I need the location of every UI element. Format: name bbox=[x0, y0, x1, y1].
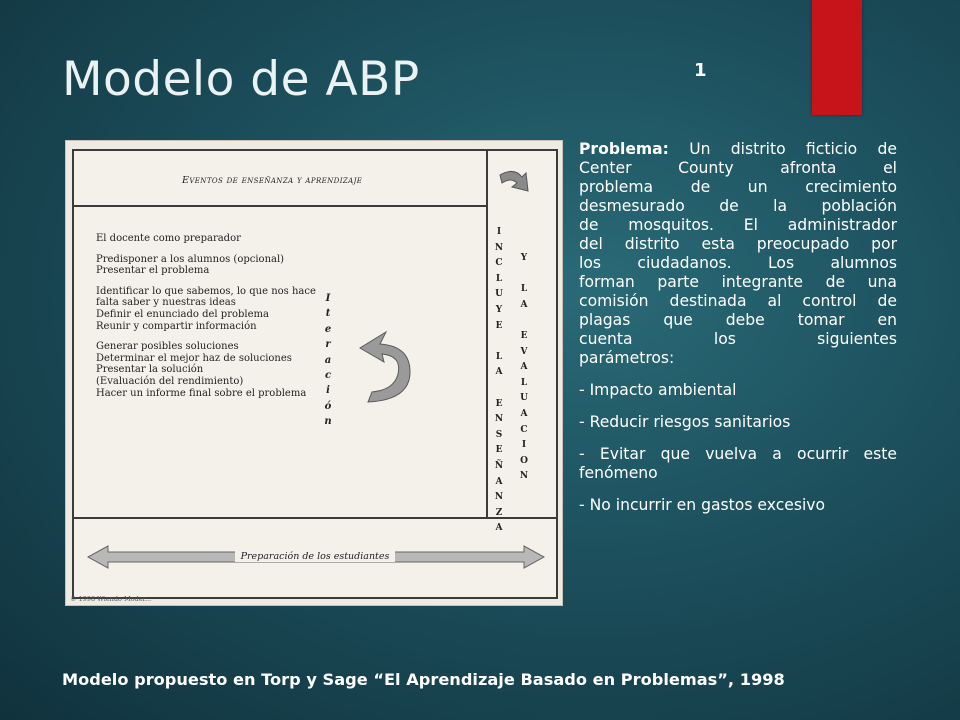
figure-step-line: Definir el enunciado del problema bbox=[96, 308, 269, 320]
figure-step-line: Presentar la solución bbox=[96, 364, 204, 376]
slide-number: 1 bbox=[694, 60, 707, 81]
problem-line-text: problema de un crecimiento bbox=[579, 178, 897, 196]
problem-line bbox=[579, 311, 897, 330]
figure-header-text: Eventos de enseñanza y aprendizaje bbox=[182, 175, 363, 186]
source-caption: Modelo propuesto en Torp y Sage “El Aprendizaje Basado en Problemas”, 1998 bbox=[62, 670, 785, 689]
vertical-letter: C bbox=[520, 424, 528, 435]
vertical-letter: L bbox=[495, 351, 503, 362]
vertical-letter: O bbox=[520, 455, 528, 466]
vertical-letter bbox=[517, 313, 531, 329]
parameter-item: - Impacto ambiental bbox=[579, 381, 737, 399]
problem-line bbox=[579, 292, 897, 311]
problem-line: parámetros: bbox=[579, 349, 675, 367]
vertical-letter: N bbox=[494, 492, 504, 503]
figure-step-line: Identificar lo que sabemos, lo que nos hace bbox=[96, 285, 316, 297]
problem-line-text: Un distrito ficticio de bbox=[668, 140, 897, 158]
vertical-letter: t bbox=[325, 308, 331, 320]
vertical-letter bbox=[492, 334, 506, 350]
figure-step-gap bbox=[96, 332, 316, 341]
slide-title: Modelo de ABP bbox=[62, 52, 420, 107]
vertical-letter: U bbox=[520, 393, 528, 404]
problem-line bbox=[579, 273, 897, 292]
vertical-letter: n bbox=[324, 416, 332, 428]
problem-paragraph bbox=[579, 140, 897, 368]
vertical-letter: U bbox=[495, 289, 503, 300]
vertical-letter: Z bbox=[495, 507, 503, 518]
vertical-letter: i bbox=[326, 385, 330, 397]
figure-step-gap bbox=[96, 245, 316, 254]
iteration-vertical-label bbox=[322, 291, 334, 430]
vertical-letter: V bbox=[520, 346, 528, 357]
figure-step-line: falta saber y nuestras ideas bbox=[96, 297, 236, 309]
vertical-letter: I bbox=[521, 440, 527, 451]
vertical-letter: S bbox=[495, 429, 503, 440]
figure-step-line: Presentar el problema bbox=[96, 265, 210, 277]
vertical-letter: ó bbox=[324, 400, 332, 412]
vertical-letter: Y bbox=[495, 304, 503, 315]
vertical-letter: r bbox=[325, 339, 331, 351]
figure-step-line: El docente como preparador bbox=[96, 233, 241, 244]
vertical-letter: E bbox=[495, 398, 503, 409]
vertical-letter: Y bbox=[520, 253, 528, 263]
vertical-letter: A bbox=[520, 408, 528, 419]
figure-bottom-label: Preparación de los estudiantes bbox=[74, 551, 556, 562]
problem-line-text: comisión destinada al control de bbox=[579, 292, 897, 310]
vertical-letter: A bbox=[495, 476, 503, 487]
problem-line-text: de mosquitos. El administrador bbox=[579, 216, 897, 234]
vertical-letter: N bbox=[519, 471, 529, 482]
vertical-letter: L bbox=[520, 284, 528, 295]
problem-line-text: forman parte integrante de una bbox=[579, 273, 897, 291]
vertical-letter: a bbox=[324, 354, 332, 366]
vertical-letter: I bbox=[496, 227, 502, 237]
vertical-letter: A bbox=[520, 362, 528, 373]
figure-step-line: (Evaluación del rendimiento) bbox=[96, 375, 244, 387]
problem-line-text: plagas que debe tomar en bbox=[579, 311, 897, 329]
vertical-label-incluye-la-ensenanza bbox=[492, 225, 506, 537]
problem-line-text: del distrito esta preocupado por bbox=[579, 235, 897, 253]
curved-arrow-down-icon bbox=[496, 163, 536, 199]
problem-line bbox=[579, 140, 897, 159]
figure-step-line: Hacer un informe final sobre el problema bbox=[96, 387, 307, 399]
vertical-letter: N bbox=[494, 414, 504, 425]
vertical-letter: A bbox=[495, 523, 503, 534]
figure-step-line: Determinar el mejor haz de soluciones bbox=[96, 352, 292, 364]
vertical-letter: E bbox=[495, 445, 503, 456]
vertical-letter: E bbox=[520, 330, 528, 341]
problem-line-text: cuenta los siguientes bbox=[579, 330, 897, 348]
figure-divider-horizontal bbox=[74, 517, 556, 519]
vertical-letter: A bbox=[520, 299, 528, 310]
abp-model-figure bbox=[65, 140, 563, 606]
vertical-letter: N bbox=[494, 242, 504, 253]
vertical-letter bbox=[517, 267, 531, 283]
problem-line bbox=[579, 235, 897, 254]
vertical-letter: c bbox=[324, 370, 332, 382]
vertical-letter: L bbox=[495, 273, 503, 284]
vertical-letter: I bbox=[325, 293, 331, 304]
vertical-letter: E bbox=[495, 320, 503, 331]
vertical-letter bbox=[492, 381, 506, 397]
figure-step-line: Generar posibles soluciones bbox=[96, 341, 239, 353]
figure-header-box bbox=[74, 151, 488, 207]
figure-steps-list bbox=[96, 233, 316, 399]
figure-copyright: © 1998 Wiendo Moder... bbox=[70, 595, 152, 603]
vertical-letter: Ñ bbox=[494, 460, 504, 471]
figure-step-line: Reunir y compartir información bbox=[96, 320, 257, 332]
problem-line bbox=[579, 178, 897, 197]
vertical-label-y-la-evaluacion bbox=[517, 251, 531, 485]
figure-frame bbox=[72, 149, 558, 599]
problem-line-text: Center County afronta el bbox=[579, 159, 897, 177]
vertical-letter: L bbox=[520, 377, 528, 388]
figure-divider-vertical bbox=[486, 205, 488, 517]
red-accent-tab bbox=[812, 0, 862, 115]
vertical-letter: A bbox=[495, 367, 503, 378]
problem-line-text: los ciudadanos. Los alumnos bbox=[579, 254, 897, 272]
problem-line bbox=[579, 197, 897, 216]
parameter-item: - Evitar que vuelva a ocurrir este fenómeno bbox=[579, 445, 897, 482]
vertical-letter: C bbox=[495, 258, 503, 269]
parameter-item: - No incurrir en gastos excesivo bbox=[579, 496, 826, 514]
figure-step-gap bbox=[96, 277, 316, 286]
figure-step-line: Predisponer a los alumnos (opcional) bbox=[96, 253, 285, 265]
parameter-item: - Reducir riesgos sanitarios bbox=[579, 413, 791, 431]
problem-line bbox=[579, 159, 897, 178]
problem-line bbox=[579, 216, 897, 235]
problem-description bbox=[579, 140, 897, 528]
problem-line-text: desmesurado de la población bbox=[579, 197, 897, 215]
cycle-arrow-icon bbox=[346, 326, 416, 406]
problem-line bbox=[579, 254, 897, 273]
problem-label: Problema: bbox=[579, 140, 669, 158]
problem-line bbox=[579, 330, 897, 349]
vertical-letter: e bbox=[324, 323, 332, 335]
